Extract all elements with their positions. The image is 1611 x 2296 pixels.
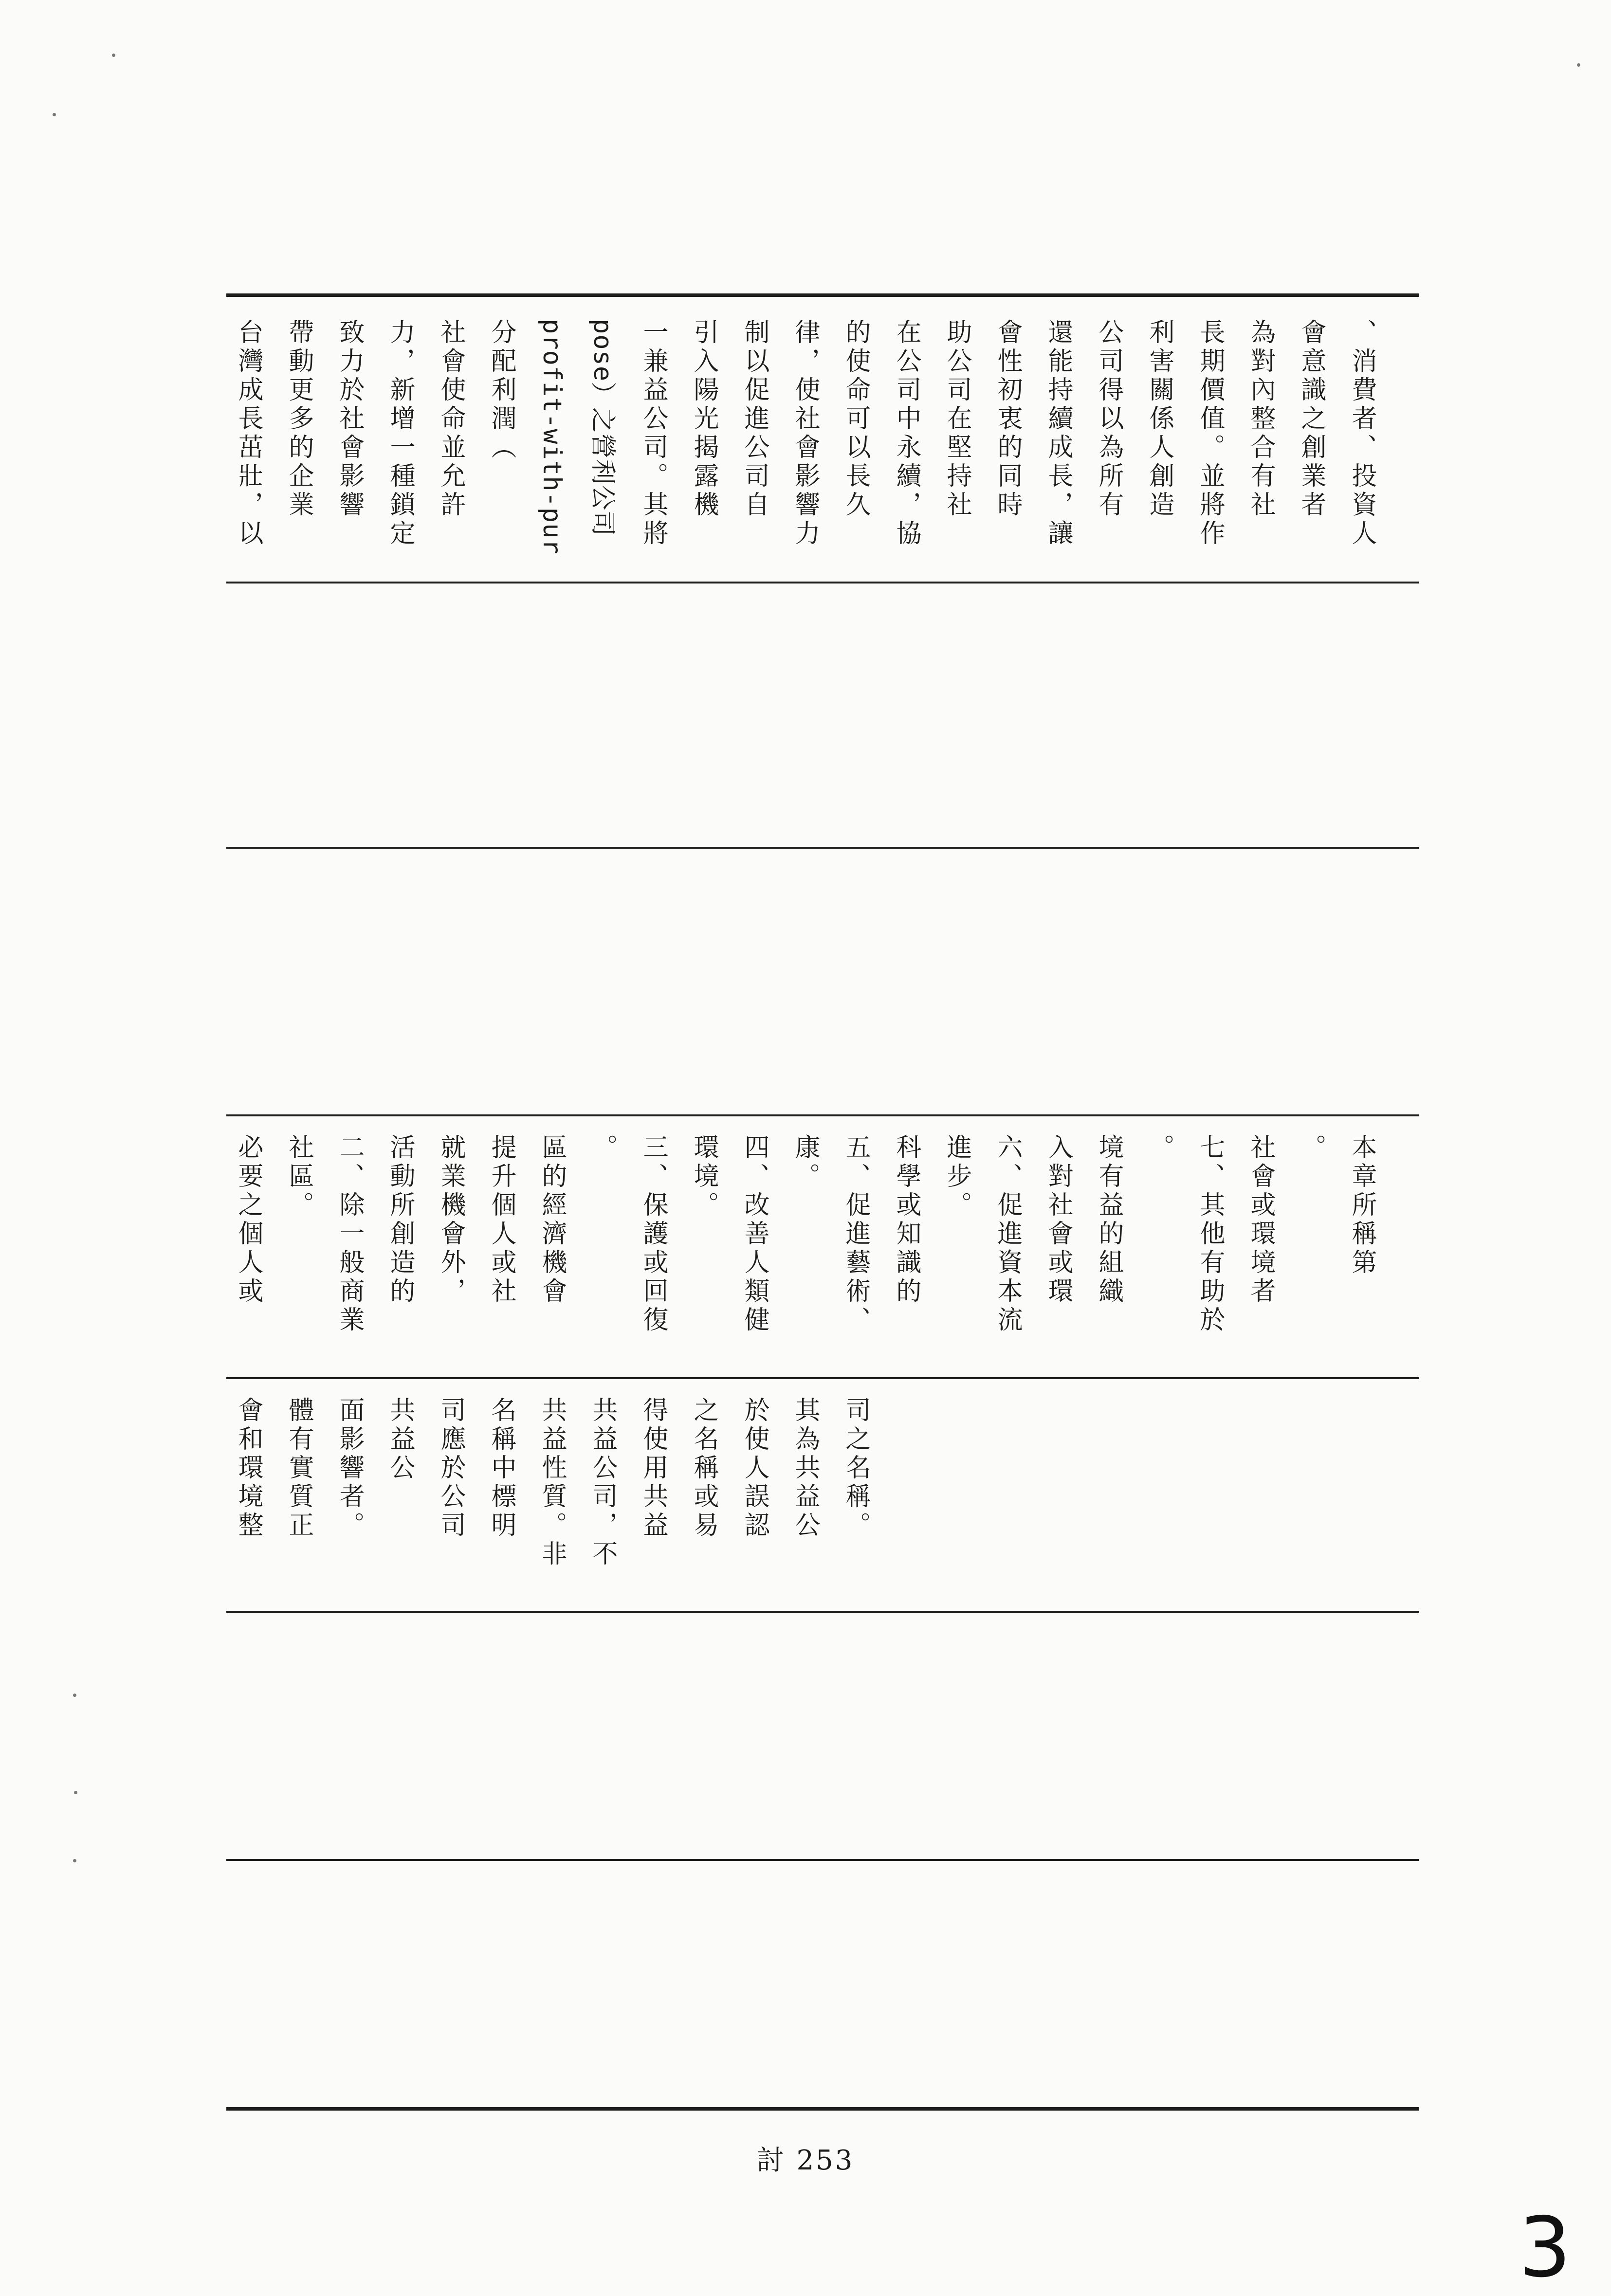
text-column: 之名稱或易 [689, 1397, 718, 1540]
scan-speck [53, 113, 56, 116]
row-divider [226, 1611, 1419, 1613]
row1-text [234, 319, 1402, 572]
text-column: 區的經濟機會 [537, 1134, 567, 1306]
text-column: 本章所稱第 [1347, 1134, 1376, 1277]
text-column: 會意識之創業者 [1297, 319, 1326, 520]
table-bottom-rule [226, 2107, 1419, 2111]
text-column: 三、保護或回復 [639, 1134, 668, 1335]
scan-speck [1577, 63, 1580, 67]
row-divider [226, 1859, 1419, 1861]
text-column: 致力於社會影響 [335, 319, 364, 520]
text-column: 名稱中標明 [487, 1397, 516, 1540]
text-column: 共益公司，不 [588, 1397, 617, 1569]
text-column: 社會或環境者 [1246, 1134, 1275, 1306]
text-column: 律，使社會影響力 [790, 319, 820, 548]
text-column: 。 [1297, 1134, 1326, 1163]
row4-text [234, 1397, 915, 1606]
text-column: 會性初衷的同時 [993, 319, 1022, 520]
text-column: 引入陽光揭露機 [689, 319, 718, 520]
text-column: profit-with-pur [537, 319, 567, 555]
text-column: 司之名稱。 [841, 1397, 870, 1540]
text-column: 長期價值。並將作 [1195, 319, 1225, 548]
scan-speck [112, 54, 115, 57]
text-column: 進步。 [942, 1134, 971, 1220]
row-divider [226, 847, 1419, 849]
text-column: 康。 [790, 1134, 820, 1191]
text-column: 力，新增一種鎖定 [385, 319, 415, 548]
text-column: pose）之營利公司 [588, 319, 617, 537]
page-number: 討 253 [756, 2145, 855, 2176]
corner-page-mark: 3 [1519, 2200, 1572, 2296]
text-column: 六、促進資本流 [993, 1134, 1022, 1335]
text-column: 就業機會外， [436, 1134, 465, 1306]
text-column: 。 [588, 1134, 617, 1163]
text-column: 體有實質正 [284, 1397, 313, 1540]
text-column: 提升個人或社 [487, 1134, 516, 1306]
text-column: 境有益的組織 [1094, 1134, 1123, 1306]
text-column: 科學或知識的 [892, 1134, 921, 1306]
text-column: 共益性質。非 [537, 1397, 567, 1569]
text-column: 利害關係人創造 [1145, 319, 1174, 520]
row3-text [234, 1134, 1402, 1372]
text-column: 一兼益公司。其將 [639, 319, 668, 548]
text-column: 其為共益公 [790, 1397, 820, 1540]
text-column: 得使用共益 [639, 1397, 668, 1540]
text-column: 七、其他有助於 [1195, 1134, 1225, 1335]
text-column: 的使命可以長久 [841, 319, 870, 520]
text-column: 制以促進公司自 [740, 319, 769, 520]
text-column: 面影響者。 [335, 1397, 364, 1540]
row-divider [226, 582, 1419, 583]
scan-speck [73, 1694, 76, 1697]
text-column: 助公司在堅持社 [942, 319, 971, 520]
text-column: 帶動更多的企業 [284, 319, 313, 520]
scan-speck [74, 1791, 77, 1794]
text-column: 社會使命並允許 [436, 319, 465, 520]
table-top-rule [226, 293, 1419, 297]
row-divider [226, 1114, 1419, 1116]
text-column: 公司得以為所有 [1094, 319, 1123, 520]
text-column: 五、促進藝術、 [841, 1134, 870, 1335]
text-column: 會和環境整 [234, 1397, 263, 1540]
text-column: 、消費者、投資人 [1347, 319, 1376, 548]
text-column: 在公司中永續，協 [892, 319, 921, 548]
text-column: 於使人誤認 [740, 1397, 769, 1540]
text-column: 。 [1145, 1134, 1174, 1163]
text-column: 還能持續成長，讓 [1043, 319, 1073, 548]
text-column: 共益公 [385, 1397, 415, 1483]
text-column: 環境。 [689, 1134, 718, 1220]
scan-speck [73, 1859, 76, 1862]
text-column: 必要之個人或 [234, 1134, 263, 1306]
text-column: 分配利潤（ [487, 319, 516, 462]
row-divider [226, 1377, 1419, 1379]
text-column: 為對內整合有社 [1246, 319, 1275, 520]
text-column: 活動所創造的 [385, 1134, 415, 1306]
text-column: 司應於公司 [436, 1397, 465, 1540]
text-column: 四、改善人類健 [740, 1134, 769, 1335]
text-column: 社區。 [284, 1134, 313, 1220]
text-column: 入對社會或環 [1043, 1134, 1073, 1306]
text-column: 台灣成長茁壯，以 [234, 319, 263, 548]
text-column: 二、除一般商業 [335, 1134, 364, 1335]
